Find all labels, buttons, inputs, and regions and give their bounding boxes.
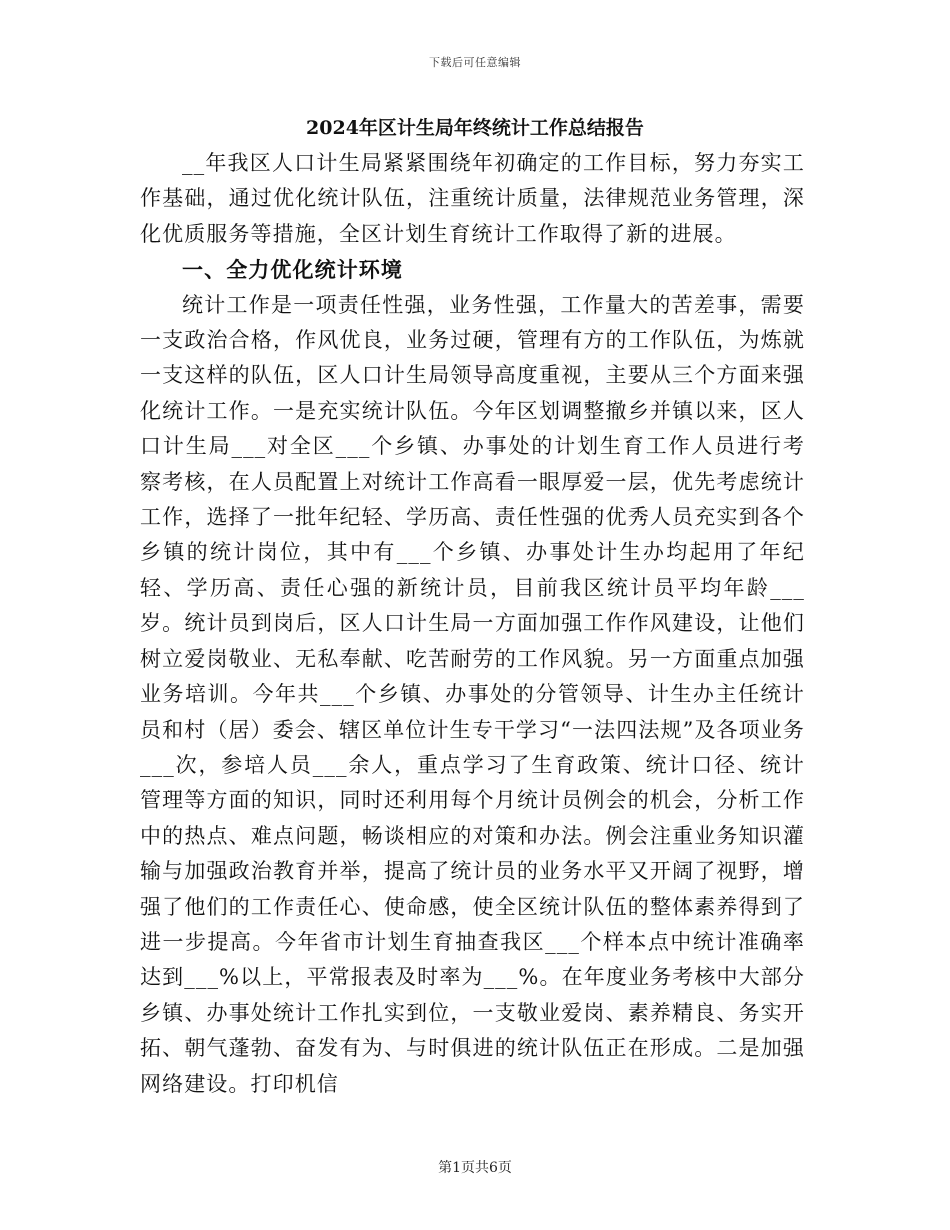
- header-note: 下载后可任意编辑: [429, 56, 521, 69]
- document-body: [140, 146, 805, 1102]
- section-heading: 一、全力优化统计环境: [182, 257, 403, 283]
- intro-paragraph: __年我区人口计生局紧紧围绕年初确定的工作目标，努力夯实工作基础，通过优化统计队伍，注重统计质量，法律规范业务管理，深化优质服务等措施，全区计划生育统计工作取得了新的进展。: [140, 151, 805, 246]
- page-number: 第1页共6页: [438, 1160, 512, 1176]
- section-paragraph: 统计工作是一项责任性强，业务性强，工作量大的苦差事，需要一支政治合格，作风优良，业务过硬，管理有方的工作队伍，为炼就一支这样的队伍，区人口计生局领导高度重视，主要从三个方面来强化统计工作。一是充实统计队伍。今年区划调整撤乡并镇以来，区人口计生局___对全区___个乡镇、办事处的计划生育工作人员进行考察考核，在人员配置上对统计工作高看一眼厚爱一层，优先考虑统计工作，选择了一批年纪轻、学历高、责任性强的优秀人员充实到各个乡镇的统计岗位，其中有___个乡镇、办事处计生办均起用了年纪轻、学历高、责任心强的新统计员，目前我区统计员平均年龄___岁。统计员到岗后，区人口计生局一方面加强工作作风建设，让他们树立爱岗敬业、无私奉献、吃苦耐劳的工作风貌。另一方面重点加强业务培训。今年共___个乡镇、办事处的分管领导、计生办主任统计员和村（居）委会、辖区单位计生专干学习“一法四法规”及各项业务___次，参培人员___余人，重点学习了生育政策、统计口径、统计管理等方面的知识，同时还利用每个月统计员例会的机会，分析工作中的热点、难点问题，畅谈相应的对策和办法。例会注重业务知识灌输与加强政治教育并举，提高了统计员的业务水平又开阔了视野，增强了他们的工作责任心、使命感，使全区统计队伍的整体素养得到了进一步提高。今年省市计划生育抽查我区___个样本点中统计准确率达到___%以上，平常报表及时率为___%。在年度业务考核中大部分乡镇、办事处统计工作扎实到位，一支敬业爱岗、素养精良、务实开拓、朝气蓬勃、奋发有为、与时俱进的统计队伍正在形成。二是加强网络建设。打印机信: [140, 292, 805, 1096]
- document-title: 2024年区计生局年终统计工作总结报告: [306, 117, 644, 139]
